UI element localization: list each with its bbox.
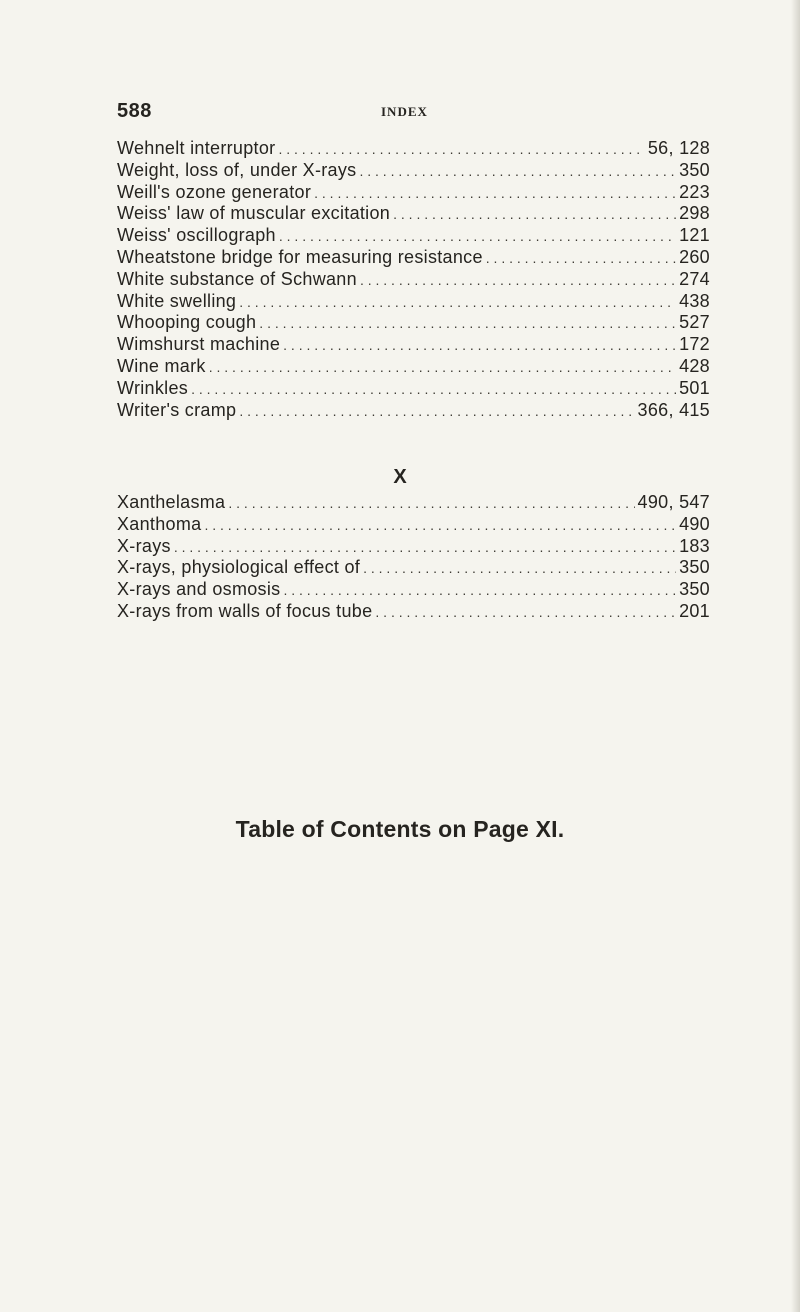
index-term: X-rays from walls of focus tube bbox=[117, 600, 373, 621]
index-term: Wimshurst machine bbox=[117, 334, 281, 355]
dot-leader bbox=[279, 226, 676, 248]
index-term: White swelling bbox=[117, 290, 237, 311]
dot-leader bbox=[204, 515, 676, 537]
index-entry bbox=[117, 225, 710, 247]
index-pages: 490, 547 bbox=[637, 492, 710, 512]
index-entry bbox=[117, 378, 710, 400]
index-pages: 56, 128 bbox=[647, 138, 710, 158]
index-pages: 527 bbox=[679, 312, 710, 333]
page-edge-shadow bbox=[791, 0, 800, 1312]
index-term: X-rays bbox=[117, 535, 171, 556]
index-entry bbox=[117, 182, 710, 204]
index-pages: 428 bbox=[679, 355, 710, 376]
index-pages: 366, 415 bbox=[637, 399, 710, 420]
index-entry bbox=[117, 312, 710, 334]
index-term: Wehnelt interruptor bbox=[117, 138, 276, 158]
dot-leader bbox=[360, 270, 676, 292]
index-entry bbox=[117, 138, 710, 160]
index-entry bbox=[117, 492, 710, 514]
dot-leader bbox=[259, 313, 676, 335]
table-of-contents-note: Table of Contents on Page XI. bbox=[235, 816, 565, 842]
index-pages: 260 bbox=[679, 246, 710, 267]
index-entry bbox=[117, 356, 710, 378]
index-pages: 201 bbox=[679, 600, 710, 621]
index-section-w bbox=[117, 138, 710, 421]
index-term: Weight, loss of, under X-rays bbox=[117, 159, 357, 180]
index-term: X-rays, physiological effect of bbox=[117, 557, 361, 578]
index-entry bbox=[117, 536, 710, 558]
index-entry bbox=[117, 291, 710, 313]
index-pages: 350 bbox=[679, 159, 710, 180]
index-term: Wheatstone bridge for measuring resistance bbox=[117, 246, 483, 267]
index-pages: 274 bbox=[679, 268, 710, 289]
page-number: 588 bbox=[117, 100, 152, 122]
index-term: Wine mark bbox=[117, 355, 206, 376]
index-entry bbox=[117, 579, 710, 601]
index-term: Whooping cough bbox=[117, 312, 257, 333]
running-head: INDEX bbox=[381, 104, 428, 119]
index-term: White substance of Schwann bbox=[117, 268, 357, 289]
index-pages: 121 bbox=[679, 225, 710, 246]
index-term: Xanthelasma bbox=[117, 492, 226, 512]
dot-leader bbox=[209, 357, 676, 379]
index-entry bbox=[117, 203, 710, 225]
dot-leader bbox=[239, 292, 676, 314]
dot-leader bbox=[283, 335, 676, 357]
index-term: Xanthoma bbox=[117, 513, 202, 534]
index-entry bbox=[117, 601, 710, 623]
index-term: X-rays and osmosis bbox=[117, 579, 281, 600]
index-section-x bbox=[117, 492, 710, 623]
index-entry bbox=[117, 557, 710, 579]
dot-leader bbox=[363, 558, 676, 580]
index-entry bbox=[117, 269, 710, 291]
index-pages: 298 bbox=[679, 203, 710, 224]
index-term: Weill's ozone generator bbox=[117, 181, 312, 202]
dot-leader bbox=[278, 139, 644, 161]
index-term: Writer's cramp bbox=[117, 399, 237, 420]
index-entry bbox=[117, 334, 710, 356]
index-pages: 183 bbox=[679, 535, 710, 556]
section-heading-x: X bbox=[393, 466, 407, 488]
dot-leader bbox=[174, 537, 676, 559]
dot-leader bbox=[393, 204, 676, 226]
dot-leader bbox=[375, 602, 676, 624]
index-entry bbox=[117, 247, 710, 269]
index-pages: 490 bbox=[679, 513, 710, 534]
index-pages: 350 bbox=[679, 579, 710, 600]
dot-leader bbox=[359, 161, 676, 183]
index-term: Weiss' law of muscular excitation bbox=[117, 203, 391, 224]
index-entry bbox=[117, 400, 710, 422]
page-header bbox=[117, 100, 710, 126]
index-entry bbox=[117, 514, 710, 536]
index-pages: 501 bbox=[679, 377, 710, 398]
dot-leader bbox=[314, 183, 676, 205]
index-pages: 223 bbox=[679, 181, 710, 202]
index-entry bbox=[117, 160, 710, 182]
index-pages: 350 bbox=[679, 557, 710, 578]
dot-leader bbox=[283, 580, 676, 602]
index-term: Weiss' oscillograph bbox=[117, 225, 276, 246]
index-term: Wrinkles bbox=[117, 377, 189, 398]
dot-leader bbox=[239, 401, 634, 423]
dot-leader bbox=[228, 493, 634, 515]
index-pages: 172 bbox=[679, 334, 710, 355]
dot-leader bbox=[191, 379, 676, 401]
dot-leader bbox=[486, 248, 676, 270]
index-pages: 438 bbox=[679, 290, 710, 311]
